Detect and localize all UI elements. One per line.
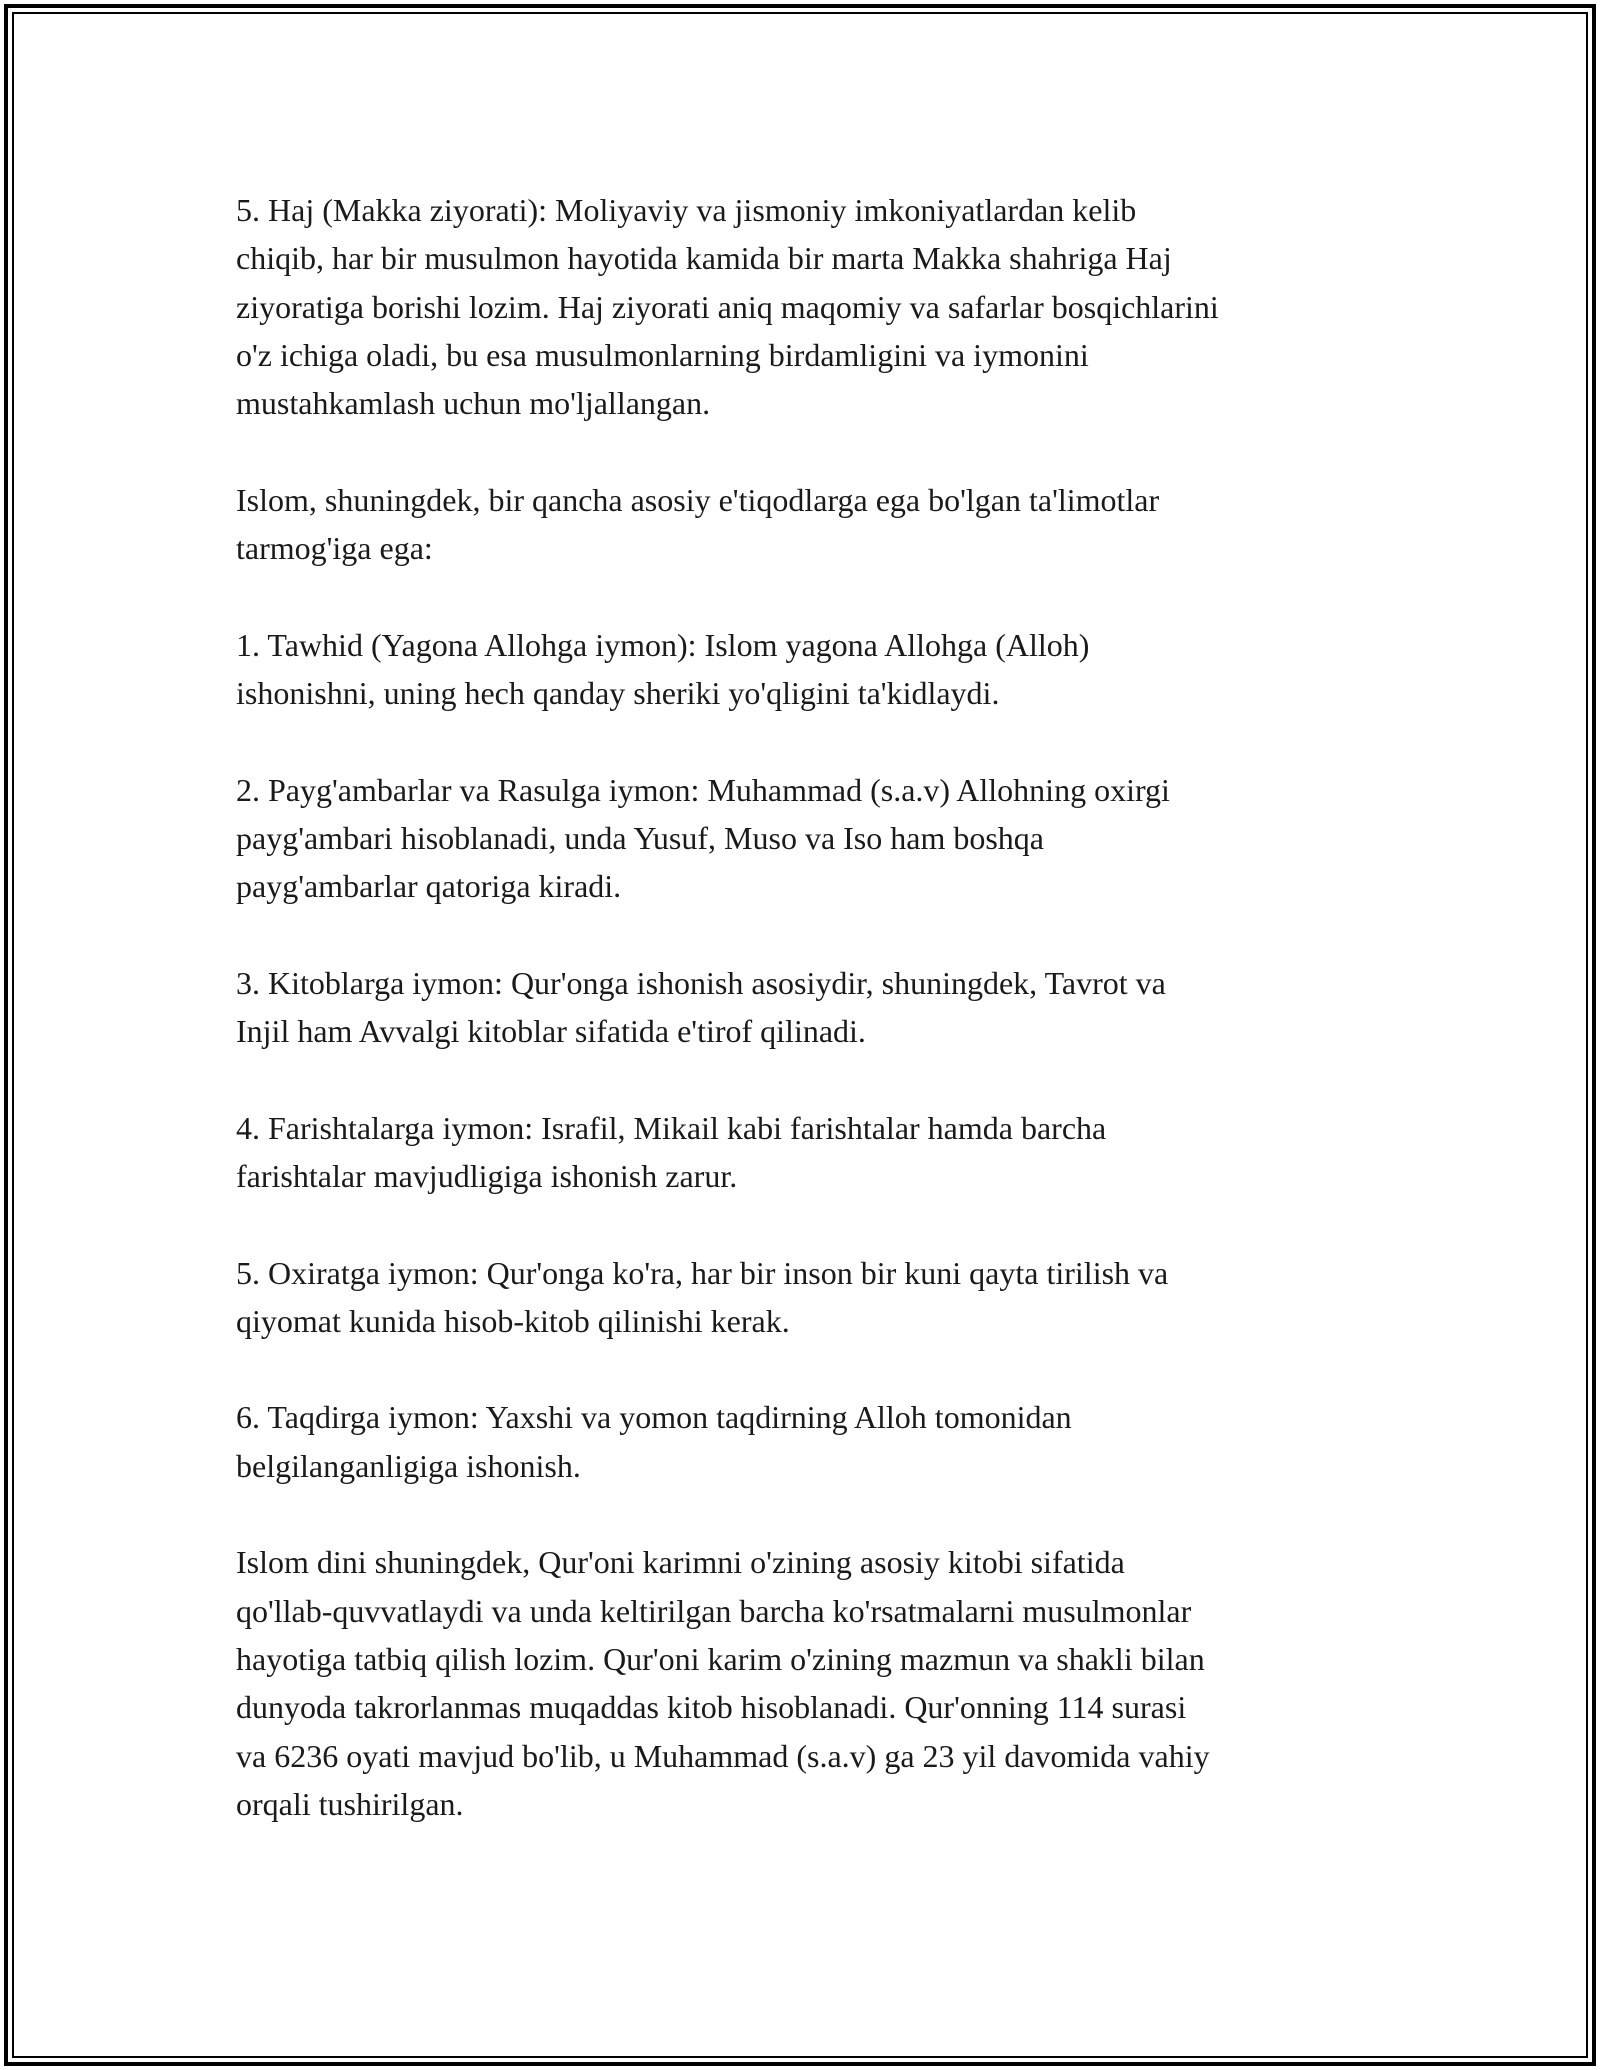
paragraph-beliefs-intro: Islom, shuningdek, bir qancha asosiy e'tiqodlarga ega bo'lgan ta'limotlar tarmog'iga ega: (236, 481, 1160, 567)
document-body (236, 186, 1366, 1828)
paragraph-tawhid: 1. Tawhid (Yagona Allohga iymon): Islom yagona Allohga (Alloh) ishonishni, uning hech qanday sheriki yo'qligini ta'kidlaydi. (236, 626, 1090, 711)
paragraph-destiny: 6. Taqdirga iymon: Yaxshi va yomon taqdirning Alloh tomonidan belgilanganligiga ishonish. (236, 1399, 1072, 1484)
paragraph-quran: Islom dini shuningdek, Qur'oni karimni o'zining asosiy kitobi sifatida qo'llab-quvvatlaydi va unda keltirilgan barcha ko'rsatmalarni musulmonlar hayotiga tatbiq qilish lozim. Qur'oni karim o'zining mazmun va shakli bilan dunyoda takrorlanmas muqaddas kitob hisoblanadi. Qur'onning 114 surasi va 6236 oyati mavjud bo'lib, u Muhammad (s.a.v) ga 23 yil davomida vahiy orqali tushirilgan. (236, 1544, 1210, 1822)
paragraph-angels: 4. Farishtalarga iymon: Israfil, Mikail kabi farishtalar hamda barcha farishtalar mavjudligiga ishonish zarur. (236, 1109, 1107, 1194)
paragraph-hereafter: 5. Oxiratga iymon: Qur'onga ko'ra, har bir inson bir kuni qayta tirilish va qiyomat kunida hisob-kitob qilinishi kerak. (236, 1254, 1169, 1339)
paragraph-hajj: 5. Haj (Makka ziyorati): Moliyaviy va jismoniy imkoniyatlardan kelib chiqib, har bir musulmon hayotida kamida bir marta Makka shahriga Haj ziyoratiga borishi lozim. Haj ziyorati aniq maqomiy va safarlar bosqichlarini o'z ichiga oladi, bu esa musulmonlarning birdamligini va iymonini mustahkamlash uchun mo'ljallangan. (236, 192, 1219, 422)
paragraph-books: 3. Kitoblarga iymon: Qur'onga ishonish asosiydir, shuningdek, Tavrot va Injil ham Avvalgi kitoblar sifatida e'tirof qilinadi. (236, 964, 1166, 1050)
paragraph-prophets: 2. Payg'ambarlar va Rasulga iymon: Muhammad (s.a.v) Allohning oxirgi payg'ambari hisoblanadi, unda Yusuf, Muso va Iso ham boshqa payg'ambarlar qatoriga kiradi. (236, 771, 1170, 905)
